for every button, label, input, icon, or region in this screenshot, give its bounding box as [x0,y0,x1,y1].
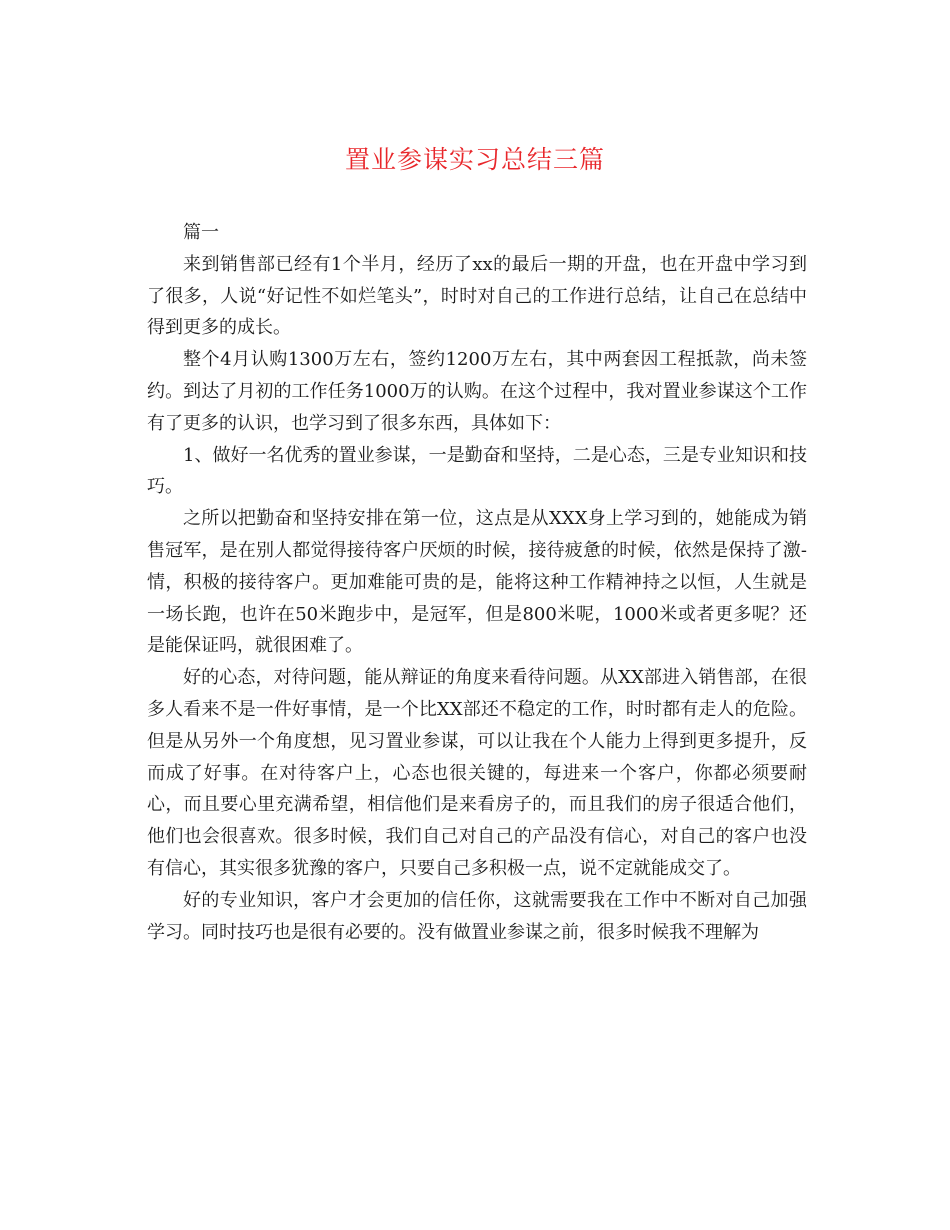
paragraph-2: 整个4月认购1300万左右，签约1200万左右，其中两套因工程抵款，尚未签约。到达了月初的工作任务1000万的认购。在这个过程中，我对置业参谋这个工作有了更多的认识，也学习到了很多东西，具体如下： [147,349,807,434]
paragraph-section-label: 篇一 [183,222,219,243]
paragraph-5: 好的心态，对待问题，能从辩证的角度来看待问题。从XX部进入销售部，在很多人看来不是一件好事情，是一个比XX部还不稳定的工作，时时都有走人的危险。但是从另外一个角度想，见习置业参谋，可以让我在个人能力上得到更多提升，反而成了好事。在对待客户上，心态也很关键的，每进来一个客户，你都必须要耐心，而且要心里充满希望，相信他们是来看房子的，而且我们的房子很适合他们，他们也会很喜欢。很多时候，我们自己对自己的产品没有信心，对自己的客户也没有信心，其实很多犹豫的客户，只要自己多积极一点，说不定就能成交了。 [147,667,807,879]
paragraph-3: 1、做好一名优秀的置业参谋，一是勤奋和坚持，二是心态，三是专业知识和技巧。 [147,444,807,498]
document-body [147,217,807,948]
document-title: 置业参谋实习总结三篇 [344,145,605,174]
paragraph-1: 来到销售部已经有1个半月，经历了xx的最后一期的开盘，也在开盘中学习到了很多，人说“好记性不如烂笔头”，时时对自己的工作进行总结，让自己在总结中得到更多的成长。 [147,253,807,339]
paragraph-6: 好的专业知识，客户才会更加的信任你，这就需要我在工作中不断对自己加强学习。同时技巧也是很有必要的。没有做置业参谋之前，很多时候我不理解为 [147,889,807,943]
paragraph-4: 之所以把勤奋和坚持安排在第一位，这点是从XXX身上学习到的，她能成为销售冠军，是在别人都觉得接待客户厌烦的时候，接待疲惫的时候，依然是保持了激-情，积极的接待客户。更加难能可贵的是，能将这种工作精神持之以恒，人生就是一场长跑，也许在50米跑步中，是冠军，但是800米呢，1000米或者更多呢？还是能保证吗，就很困难了。 [147,508,807,657]
